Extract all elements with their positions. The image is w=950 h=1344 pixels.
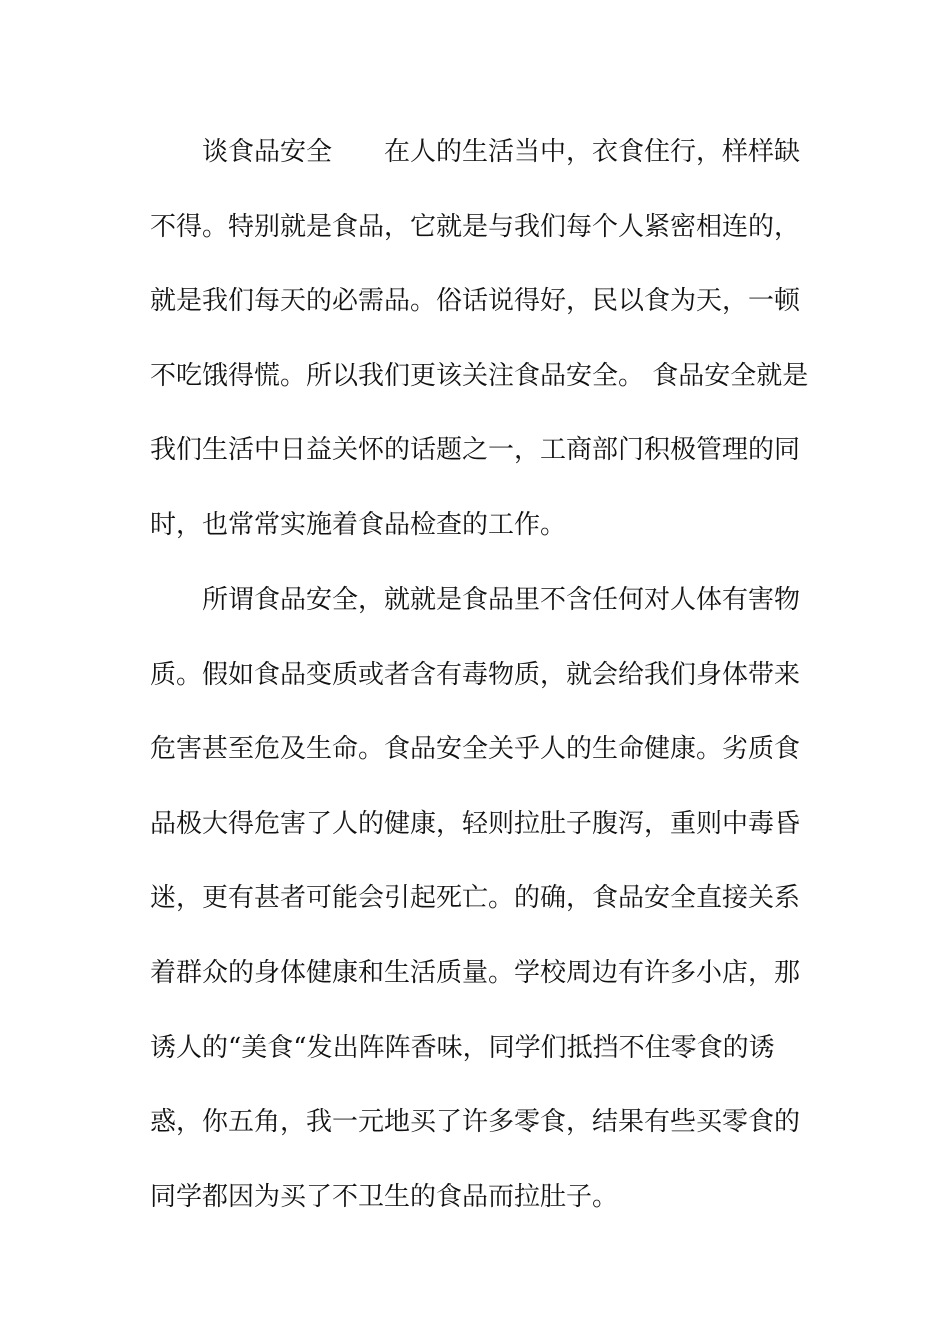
paragraph-1 <box>150 122 810 570</box>
text-line: 同学都因为买了不卫生的食品而拉肚子。 <box>150 1181 619 1212</box>
text-line: 不得。特别就是食品，它就是与我们每个人紧密相连的， <box>150 211 801 242</box>
paragraph-2 <box>150 570 810 1241</box>
text-line: 着群众的身体健康和生活质量。学校周边有许多小店，那 <box>150 957 801 988</box>
text-line: 质。假如食品变质或者含有毒物质，就会给我们身体带来 <box>150 659 801 690</box>
text-line: 谈食品安全 在人的生活当中，衣食住行，样样缺 <box>202 137 801 167</box>
text-line: 诱人的“美食“发出阵阵香味，同学们抵挡不住零食的诱 <box>150 1032 775 1063</box>
text-line: 时，也常常实施着食品检查的工作。 <box>150 509 567 540</box>
text-line: 迷，更有甚者可能会引起死亡。的确，食品安全直接关系 <box>150 883 801 914</box>
text-line: 不吃饿得慌。所以我们更该关注食品安全。 食品安全就是 <box>150 360 809 391</box>
text-line: 危害甚至危及生命。食品安全关乎人的生命健康。劣质食 <box>150 734 801 765</box>
text-line: 品极大得危害了人的健康，轻则拉肚子腹泻，重则中毒昏 <box>150 808 801 839</box>
text-line: 我们生活中日益关怀的话题之一，工商部门积极管理的同 <box>150 435 801 466</box>
text-line: 惑，你五角，我一元地买了许多零食，结果有些买零食的 <box>150 1107 801 1138</box>
text-line: 所谓食品安全，就就是食品里不含任何对人体有害物 <box>202 585 801 615</box>
text-line: 就是我们每天的必需品。俗话说得好，民以食为天，一顿 <box>150 286 801 317</box>
